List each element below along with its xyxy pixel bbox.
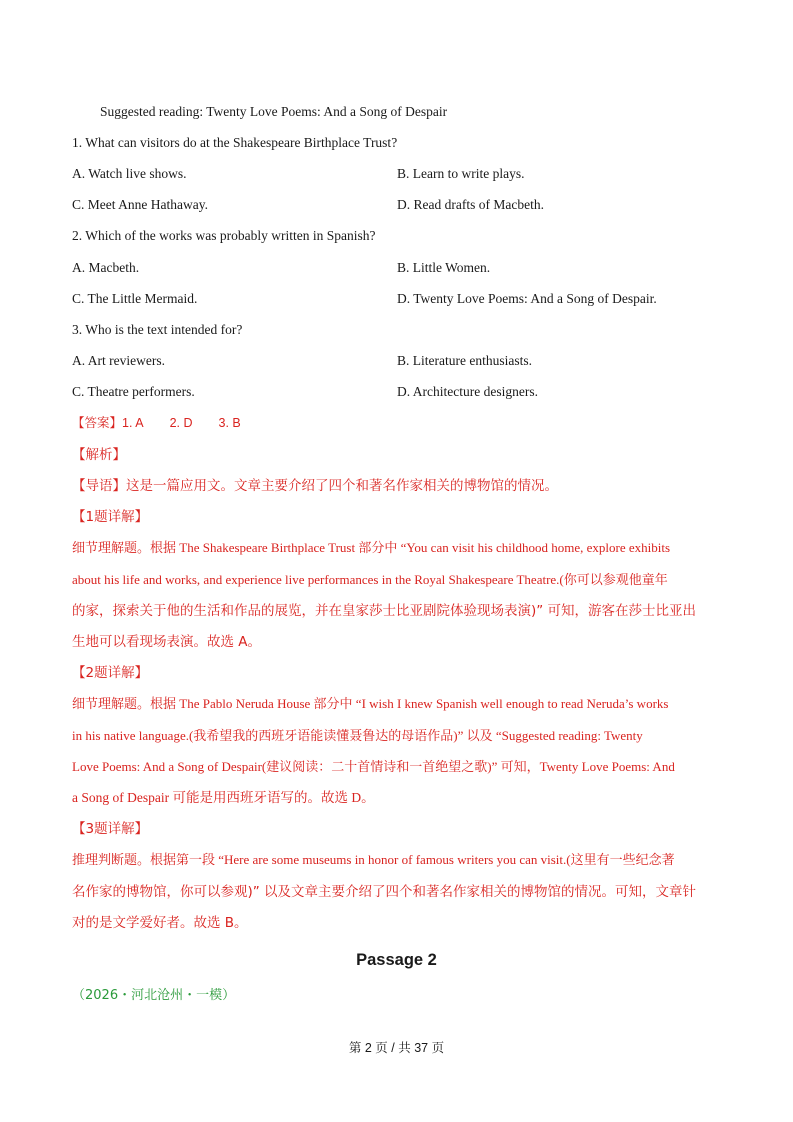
q2-detail-line-1: 细节理解题。根据 The Pablo Neruda House 部分中 “I wish I knew Spanish well enough to read Neruda’s works [72,696,669,711]
q1-detail-label: 【1题详解】 [72,509,149,525]
q1-detail-line-1: 细节理解题。根据 The Shakespeare Birthplace Trust 部分中 “You can visit his childhood home, explore exhibits [72,540,671,555]
q3-detail-line-1: 推理判断题。根据第一段 “Here are some museums in honor of famous writers you can visit.(这里有一些纪念著 [72,852,675,867]
question-3-stem: 3. Who is the text intended for? [72,322,243,337]
question-3-option-c: C. Theatre performers. [72,384,195,399]
answer-item-1: 1. A [122,416,144,430]
guide-line [72,477,558,495]
suggested-reading-line: Suggested reading: Twenty Love Poems: And a Song of Despair [100,104,448,119]
page-number-footer: 第 2 页 / 共 37 页 [348,1041,445,1055]
q1-detail-line-4: 生地可以看现场表演。故选 A。 [72,634,262,650]
question-1-option-a: A. Watch live shows. [72,166,187,181]
answer-label: 【答案】 [72,416,123,430]
question-3-option-d: D. Architecture designers. [397,384,538,399]
q3-detail-line-2: 名作家的博物馆，你可以参观)” 以及文章主要介绍了四个和著名作家相关的博物馆的情况。可知，文章针 [72,884,697,900]
answer-item-3: 3. B [218,416,241,430]
question-1-stem: 1. What can visitors do at the Shakespeare Birthplace Trust? [72,135,398,150]
answer-line [72,414,267,432]
passage-source: （2026・河北沧州・一模） [72,988,236,1003]
question-3-option-a: A. Art reviewers. [72,353,165,368]
question-2-option-d: D. Twenty Love Poems: And a Song of Despair. [397,291,657,306]
q3-detail-line-3: 对的是文学爱好者。故选 B。 [72,915,248,931]
answer-item-2: 2. D [169,416,193,430]
q1-detail-line-3: 的家，探索关于他的生活和作品的展览，并在皇家莎士比亚剧院体验现场表演)” 可知，游客在莎士比亚出 [72,603,697,619]
question-1-option-d: D. Read drafts of Macbeth. [397,197,544,212]
q2-detail-line-3: Love Poems: And a Song of Despair(建议阅读：二十首情诗和一首绝望之歌)” 可知，Twenty Love Poems: And [72,759,675,774]
question-2-option-a: A. Macbeth. [72,260,140,275]
q2-detail-label: 【2题详解】 [72,665,149,681]
question-1-option-b: B. Learn to write plays. [397,166,525,181]
question-1-option-c: C. Meet Anne Hathaway. [72,197,208,212]
q1-detail-line-2: about his life and works, and experience live performances in the Royal Shakespeare Theatre.(你可以参观他童年 [72,572,668,587]
guide-label: 【导语】 [72,478,126,494]
passage-title: Passage 2 [356,951,437,969]
analysis-label: 【解析】 [72,447,126,463]
q2-detail-line-2: in his native language.(我希望我的西班牙语能读懂聂鲁达的母语作品)” 以及 “Suggested reading: Twenty [72,728,643,743]
question-3-option-b: B. Literature enthusiasts. [397,353,532,368]
question-2-stem: 2. Which of the works was probably written in Spanish? [72,228,376,243]
guide-text: 这是一篇应用文。文章主要介绍了四个和著名作家相关的博物馆的情况。 [126,478,558,494]
question-2-option-b: B. Little Women. [397,260,491,275]
q3-detail-label: 【3题详解】 [72,821,149,837]
q2-detail-line-4: a Song of Despair 可能是用西班牙语写的。故选 D。 [72,790,375,805]
question-2-option-c: C. The Little Mermaid. [72,291,198,306]
